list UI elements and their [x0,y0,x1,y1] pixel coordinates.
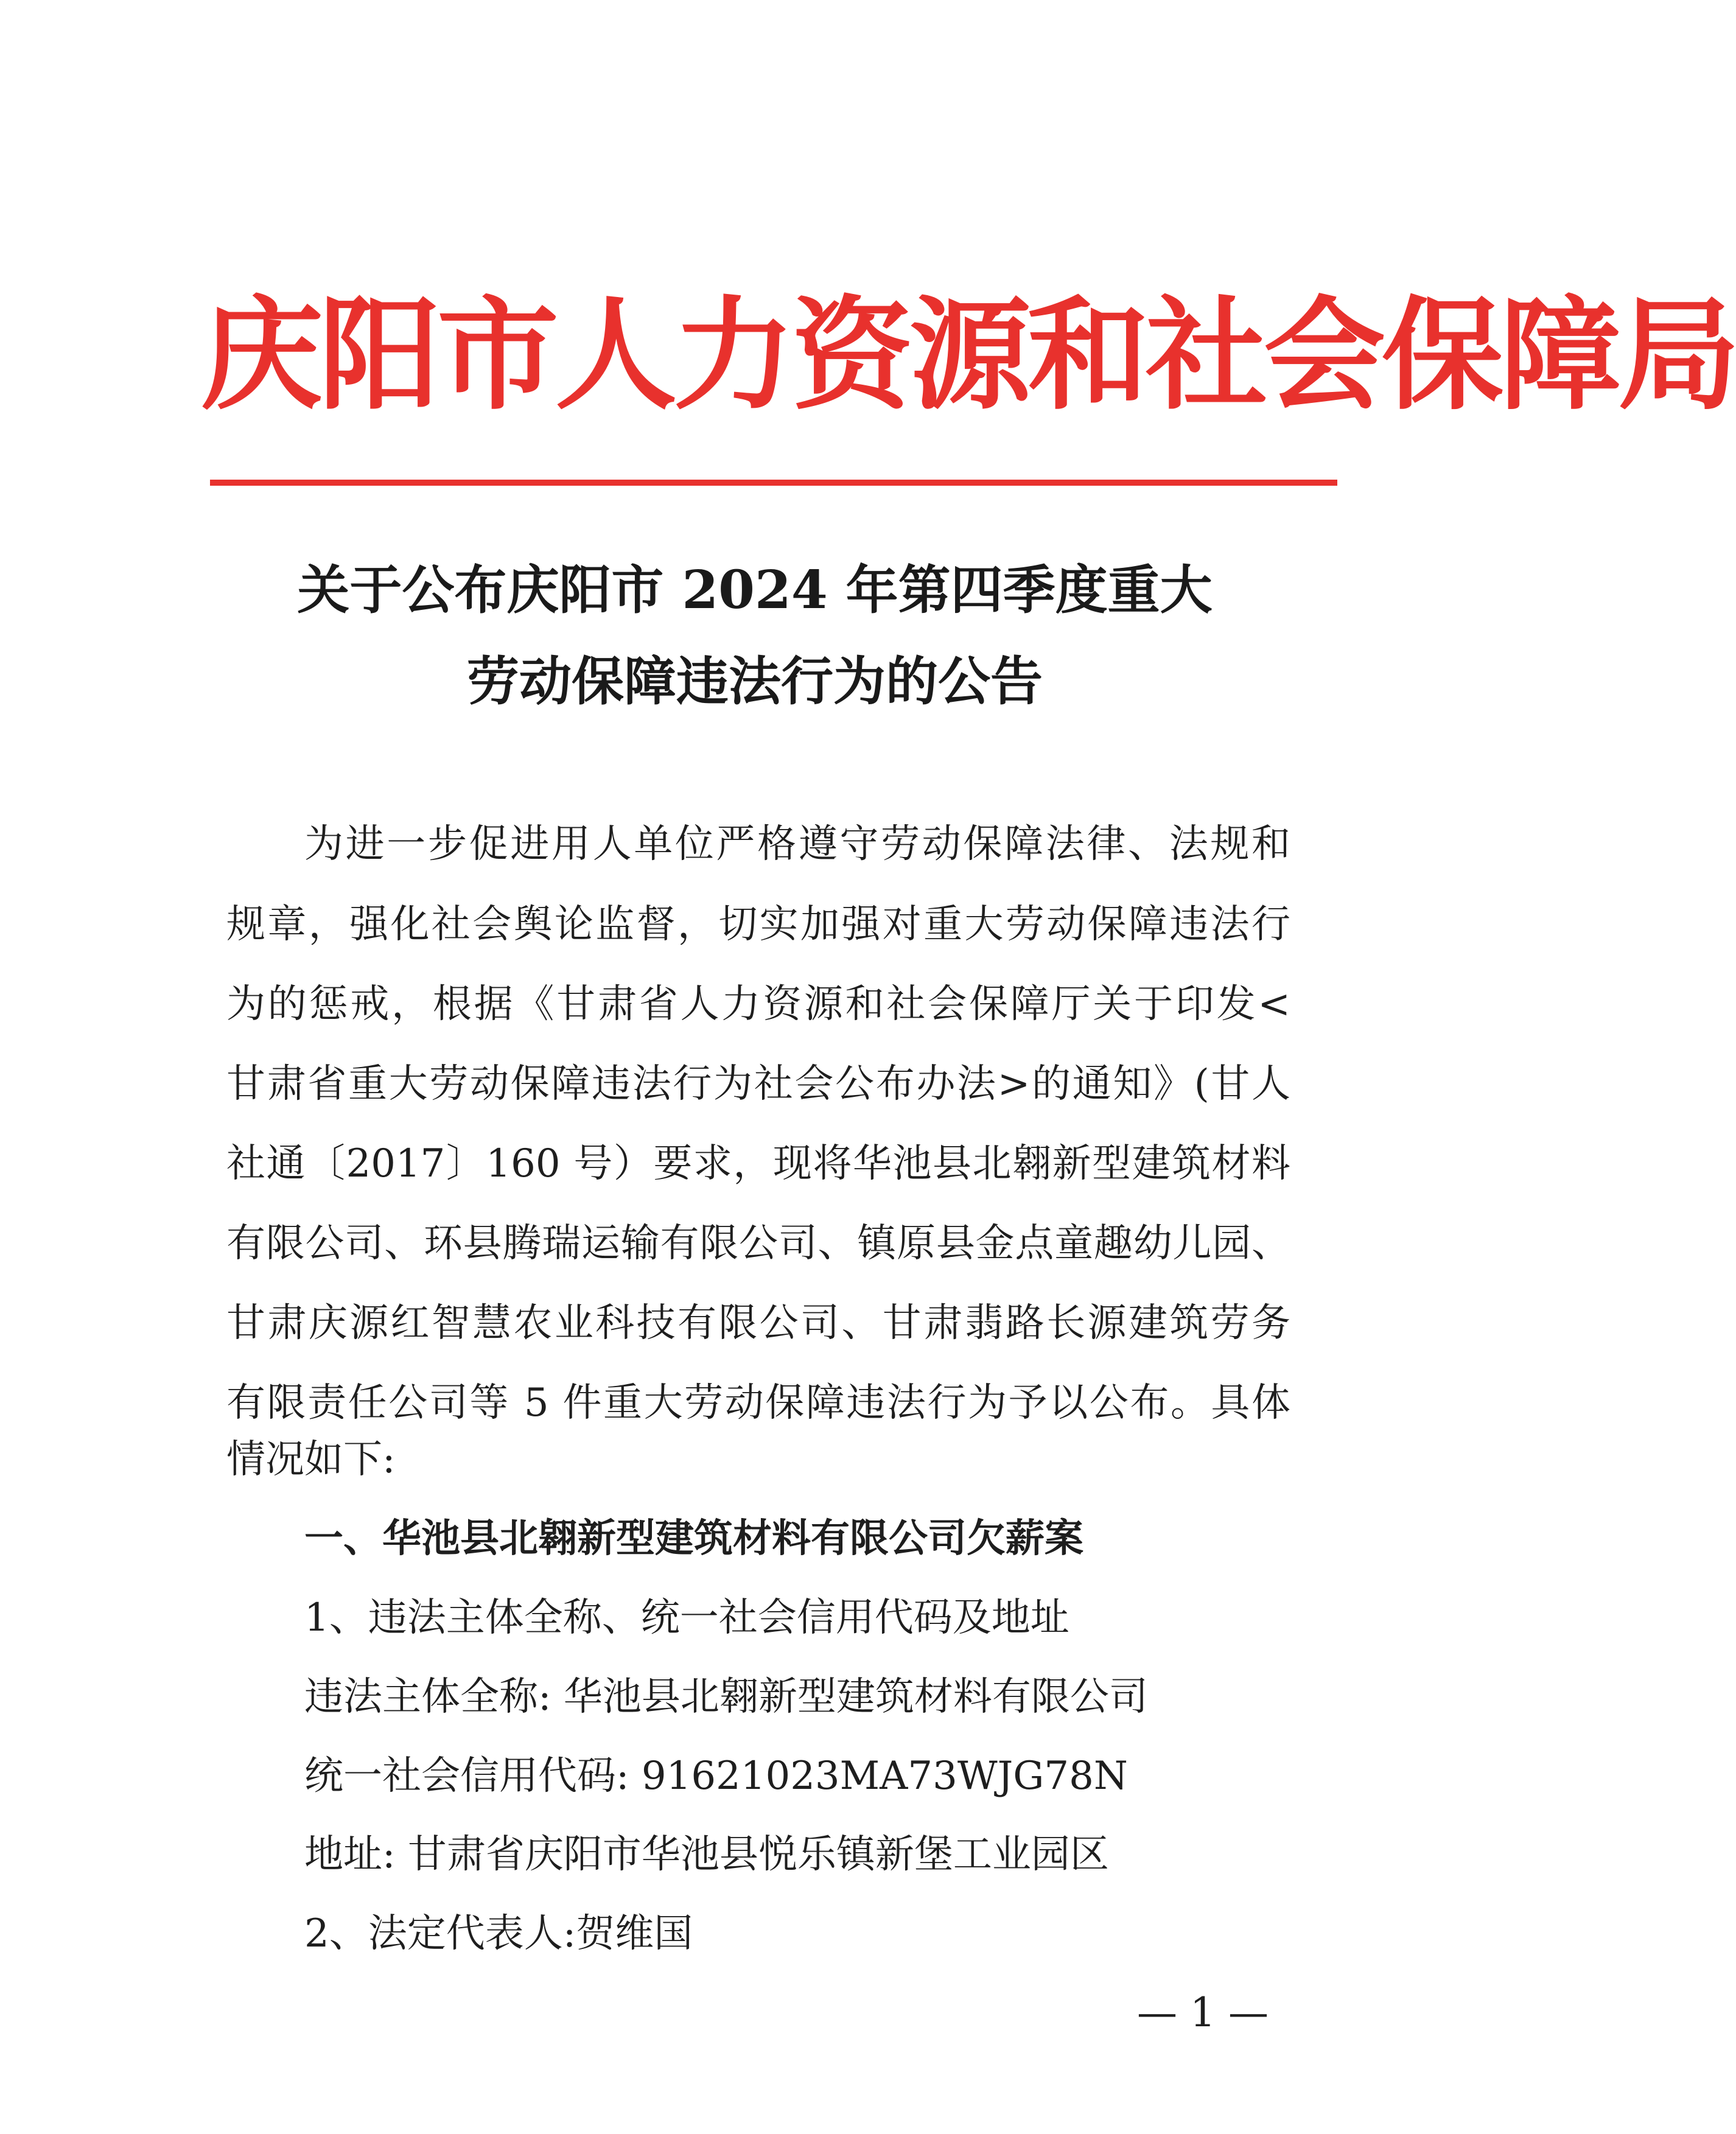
intro-paragraph-line: 有限责任公司等 5 件重大劳动保障违法行为予以公布。具体 [226,1380,1290,1426]
intro-paragraph-line: 有限公司、环县腾瑞运输有限公司、镇原县金点童趣幼儿园、 [226,1221,1290,1266]
document-title-line-1: 关于公布庆阳市 2024 年第四季度重大 [297,559,1213,621]
intro-paragraph-line: 社通〔2017〕160 号）要求，现将华池县北翱新型建筑材料 [226,1141,1290,1186]
intro-paragraph-line: 情况如下: [226,1437,396,1482]
intro-paragraph-line: 规章，强化社会舆论监督，切实加强对重大劳动保障违法行 [226,902,1290,947]
page-number: — 1 — [1137,1989,1269,2036]
case-1-entity-name: 违法主体全称: 华池县北翱新型建筑材料有限公司 [304,1674,1148,1719]
letterhead-agency-name: 庆阳市人力资源和社会保障局 [201,285,1736,427]
intro-paragraph-line: 为的惩戒，根据《甘肃省人力资源和社会保障厅关于印发< [226,982,1290,1027]
case-1-credit-code: 统一社会信用代码: 91621023MA73WJG78N [304,1754,1128,1799]
case-1-legal-representative: 2、法定代表人:贺维国 [304,1911,693,1956]
intro-paragraph-line: 甘肃省重大劳动保障违法行为社会公布办法>的通知》(甘人 [226,1062,1290,1107]
case-1-item-1-label: 1、违法主体全称、统一社会信用代码及地址 [304,1595,1069,1640]
case-1-address: 地址: 甘肃省庆阳市华池县悦乐镇新堡工业园区 [304,1832,1109,1877]
letterhead-red-rule [210,480,1337,486]
document-title-line-2: 劳动保障违法行为的公告 [467,651,1043,712]
intro-paragraph-line: 甘肃庆源红智慧农业科技有限公司、甘肃翡路长源建筑劳务 [226,1301,1290,1346]
case-1-heading: 一、华池县北翱新型建筑材料有限公司欠薪案 [304,1516,1083,1561]
intro-paragraph-line: 为进一步促进用人单位严格遵守劳动保障法律、法规和 [304,822,1290,867]
